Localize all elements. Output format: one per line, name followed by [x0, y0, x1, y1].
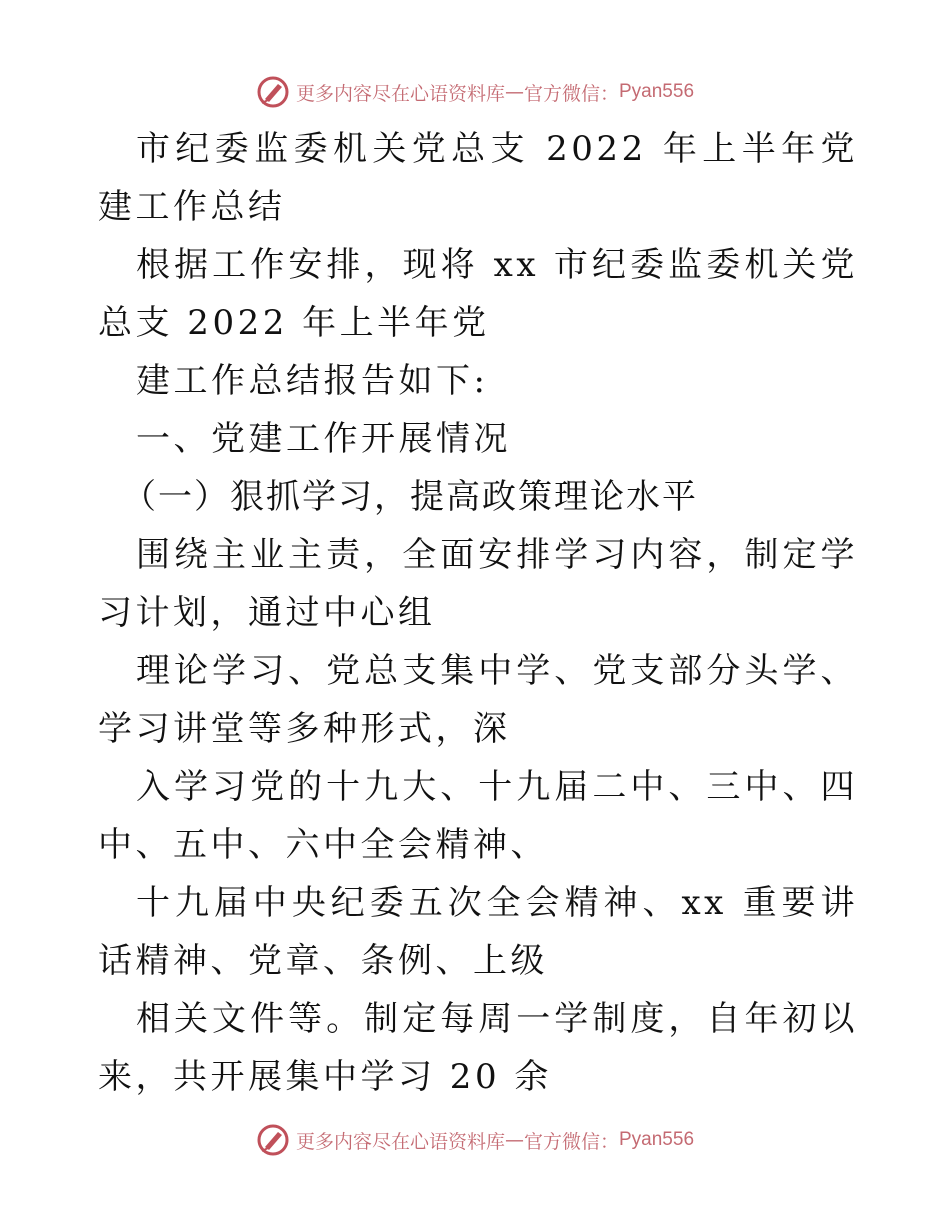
- paragraph: 入学习党的十九大、十九届二中、三中、四中、五中、六中全会精神、: [98, 767, 858, 865]
- watermark-wechat-id: Pyan556: [619, 81, 695, 102]
- header-watermark: [0, 72, 950, 112]
- watermark-label: 官方微信：: [523, 1130, 619, 1153]
- footer-watermark: [0, 1120, 950, 1160]
- paragraph: 相关文件等。制定每周一学制度，自年初以来，共开展集中学习 20 余: [98, 999, 858, 1097]
- watermark-dash: —: [504, 81, 524, 103]
- paragraph: 根据工作安排，现将 xx 市纪委监委机关党总支 2022 年上半年党: [98, 245, 858, 343]
- watermark-label: 官方微信：: [523, 82, 619, 105]
- watermark-wechat-id: Pyan556: [619, 1129, 695, 1150]
- paragraph: 围绕主业主责，全面安排学习内容，制定学习计划，通过中心组: [98, 535, 858, 633]
- document-title: 市纪委监委机关党总支 2022 年上半年党建工作总结: [98, 129, 858, 227]
- watermark-dash: —: [504, 1129, 524, 1151]
- watermark-link-text[interactable]: 更多内容尽在心语资料库: [295, 1130, 505, 1153]
- document-body: [98, 120, 858, 1106]
- quill-pen-seal-icon: [256, 1123, 290, 1157]
- section-heading: 一、党建工作开展情况: [136, 419, 511, 459]
- paragraph: 十九届中央纪委五次全会精神、xx 重要讲话精神、党章、条例、上级: [98, 883, 858, 981]
- quill-pen-seal-icon: [256, 75, 290, 109]
- paragraph: 理论学习、党总支集中学、党支部分头学、学习讲堂等多种形式，深: [98, 651, 858, 749]
- watermark-link-text[interactable]: 更多内容尽在心语资料库: [295, 82, 505, 105]
- paragraph: 建工作总结报告如下:: [136, 361, 489, 401]
- subsection-heading: （一）狠抓学习，提高政策理论水平: [122, 477, 698, 517]
